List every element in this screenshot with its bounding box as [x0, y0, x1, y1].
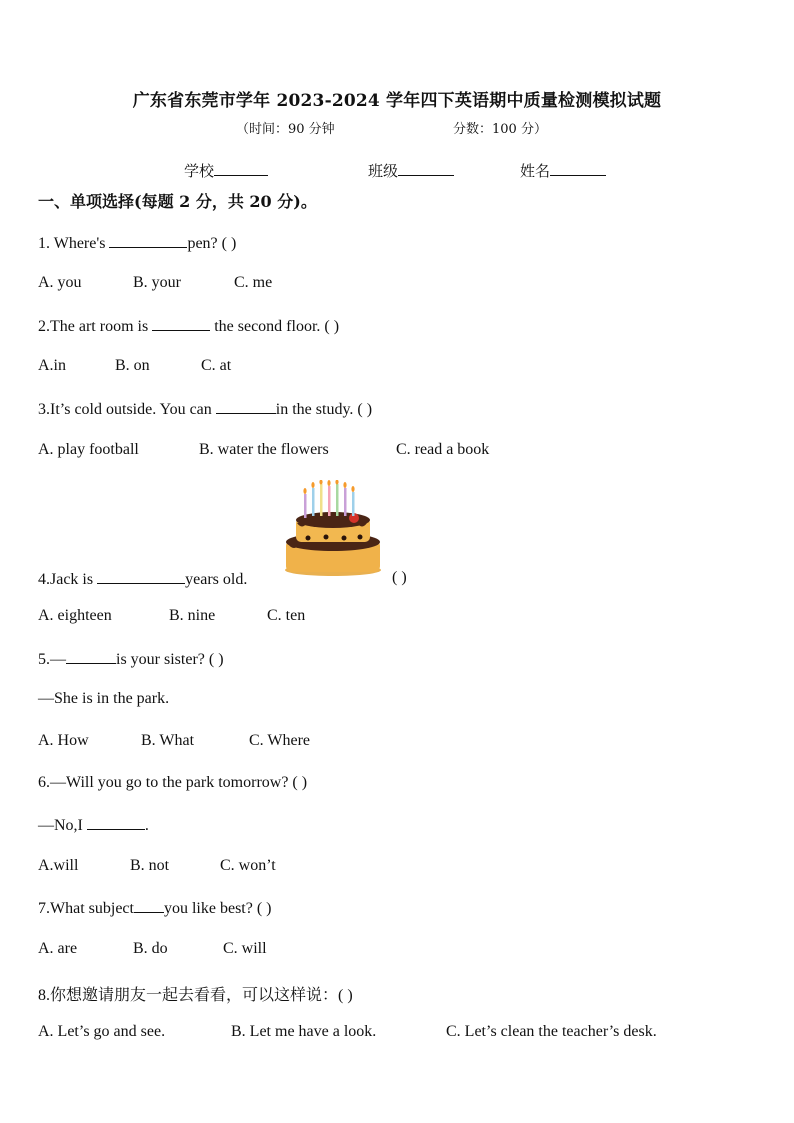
- student-info: [0, 160, 794, 182]
- q4-stem-start: 4.Jack is: [38, 571, 98, 588]
- question-3: [38, 399, 372, 419]
- q4-answer-paren[interactable]: ( ): [392, 569, 407, 586]
- q1-stem-start: 1. Where's: [38, 235, 110, 252]
- q5-stem-start: 5.—: [38, 651, 66, 668]
- exam-score: 分数：100 分）: [453, 122, 547, 137]
- q7-option-b[interactable]: B. do: [133, 940, 168, 957]
- q6-reply: [38, 815, 149, 835]
- q3-blank[interactable]: [216, 399, 276, 414]
- q3-stem-start: 3.It’s cold outside. You can: [38, 401, 216, 418]
- q6-option-c[interactable]: C. won’t: [220, 857, 276, 874]
- q3-option-b[interactable]: B. water the flowers: [199, 441, 329, 458]
- q6-option-b[interactable]: B. not: [130, 857, 170, 874]
- question-1: [38, 233, 236, 253]
- q3-option-a[interactable]: A. play football: [38, 441, 139, 458]
- q5-stem-end: is your sister? ( ): [116, 651, 224, 668]
- q6-blank[interactable]: [87, 815, 145, 830]
- name-field: [520, 160, 606, 181]
- class-blank[interactable]: [398, 160, 454, 176]
- question-5: [38, 649, 224, 669]
- q8-option-c[interactable]: C. Let’s clean the teacher’s desk.: [446, 1023, 657, 1040]
- school-label: 学校: [184, 162, 215, 180]
- q2-blank[interactable]: [152, 316, 210, 331]
- school-field: [184, 160, 268, 181]
- birthday-cake-image: [282, 480, 384, 578]
- name-blank[interactable]: [550, 160, 606, 176]
- q3-stem-end: in the study. ( ): [275, 401, 373, 418]
- q8-option-b[interactable]: B. Let me have a look.: [231, 1023, 377, 1040]
- name-label: 姓名: [520, 162, 551, 180]
- q5-option-b[interactable]: B. What: [141, 732, 195, 749]
- q1-option-c[interactable]: C. me: [234, 274, 273, 291]
- q5-option-c[interactable]: C. Where: [249, 732, 311, 749]
- q4-option-c[interactable]: C. ten: [267, 607, 306, 624]
- q7-stem-start: 7.What subject: [38, 900, 134, 917]
- q2-option-c[interactable]: C. at: [201, 357, 232, 374]
- q8-option-a[interactable]: A. Let’s go and see.: [38, 1023, 166, 1040]
- q2-option-b[interactable]: B. on: [115, 357, 150, 374]
- section-title: 一、单项选择(每题 2 分，共 20 分)。: [38, 192, 317, 211]
- school-blank[interactable]: [214, 160, 268, 176]
- class-field: [368, 160, 454, 181]
- q3-option-c[interactable]: C. read a book: [396, 441, 490, 458]
- q1-option-b[interactable]: B. your: [133, 274, 181, 291]
- q2-stem-start: 2.The art room is: [38, 318, 153, 335]
- question-6: 6.—Will you go to the park tomorrow? ( ): [38, 774, 308, 791]
- class-label: 班级: [368, 162, 399, 180]
- question-8: 8.你想邀请朋友一起去看看，可以这样说：( ): [38, 987, 353, 1004]
- q6-reply-end: .: [144, 817, 149, 834]
- q7-stem-end: you like best? ( ): [163, 900, 272, 917]
- q5-blank[interactable]: [66, 649, 116, 664]
- q2-option-a[interactable]: A.in: [38, 357, 66, 374]
- q6-option-a[interactable]: A.will: [38, 857, 79, 874]
- q4-option-b[interactable]: B. nine: [169, 607, 216, 624]
- question-7: [38, 898, 272, 918]
- candles: [303, 480, 354, 518]
- q5-reply: —She is in the park.: [38, 690, 170, 707]
- q6-reply-start: —No,I: [38, 817, 87, 834]
- q4-option-a[interactable]: A. eighteen: [38, 607, 112, 624]
- q1-blank[interactable]: [109, 233, 187, 248]
- question-2: [38, 316, 339, 336]
- q1-stem-end: pen? ( ): [187, 235, 237, 252]
- q5-option-a[interactable]: A. How: [38, 732, 89, 749]
- q1-option-a[interactable]: A. you: [38, 274, 82, 291]
- q7-option-a[interactable]: A. are: [38, 940, 78, 957]
- q4-blank[interactable]: [97, 569, 185, 584]
- q7-blank[interactable]: [134, 898, 164, 913]
- q7-option-c[interactable]: C. will: [223, 940, 267, 957]
- q4-stem-end: years old.: [185, 571, 248, 588]
- page-title: 广东省东莞市学年 2023-2024 学年四下英语期中质量检测模拟试题: [132, 91, 662, 111]
- exam-meta: [0, 118, 794, 138]
- q2-stem-end: the second floor. ( ): [210, 318, 340, 335]
- question-4: [38, 569, 247, 589]
- exam-time: （时间：90 分钟: [236, 122, 335, 137]
